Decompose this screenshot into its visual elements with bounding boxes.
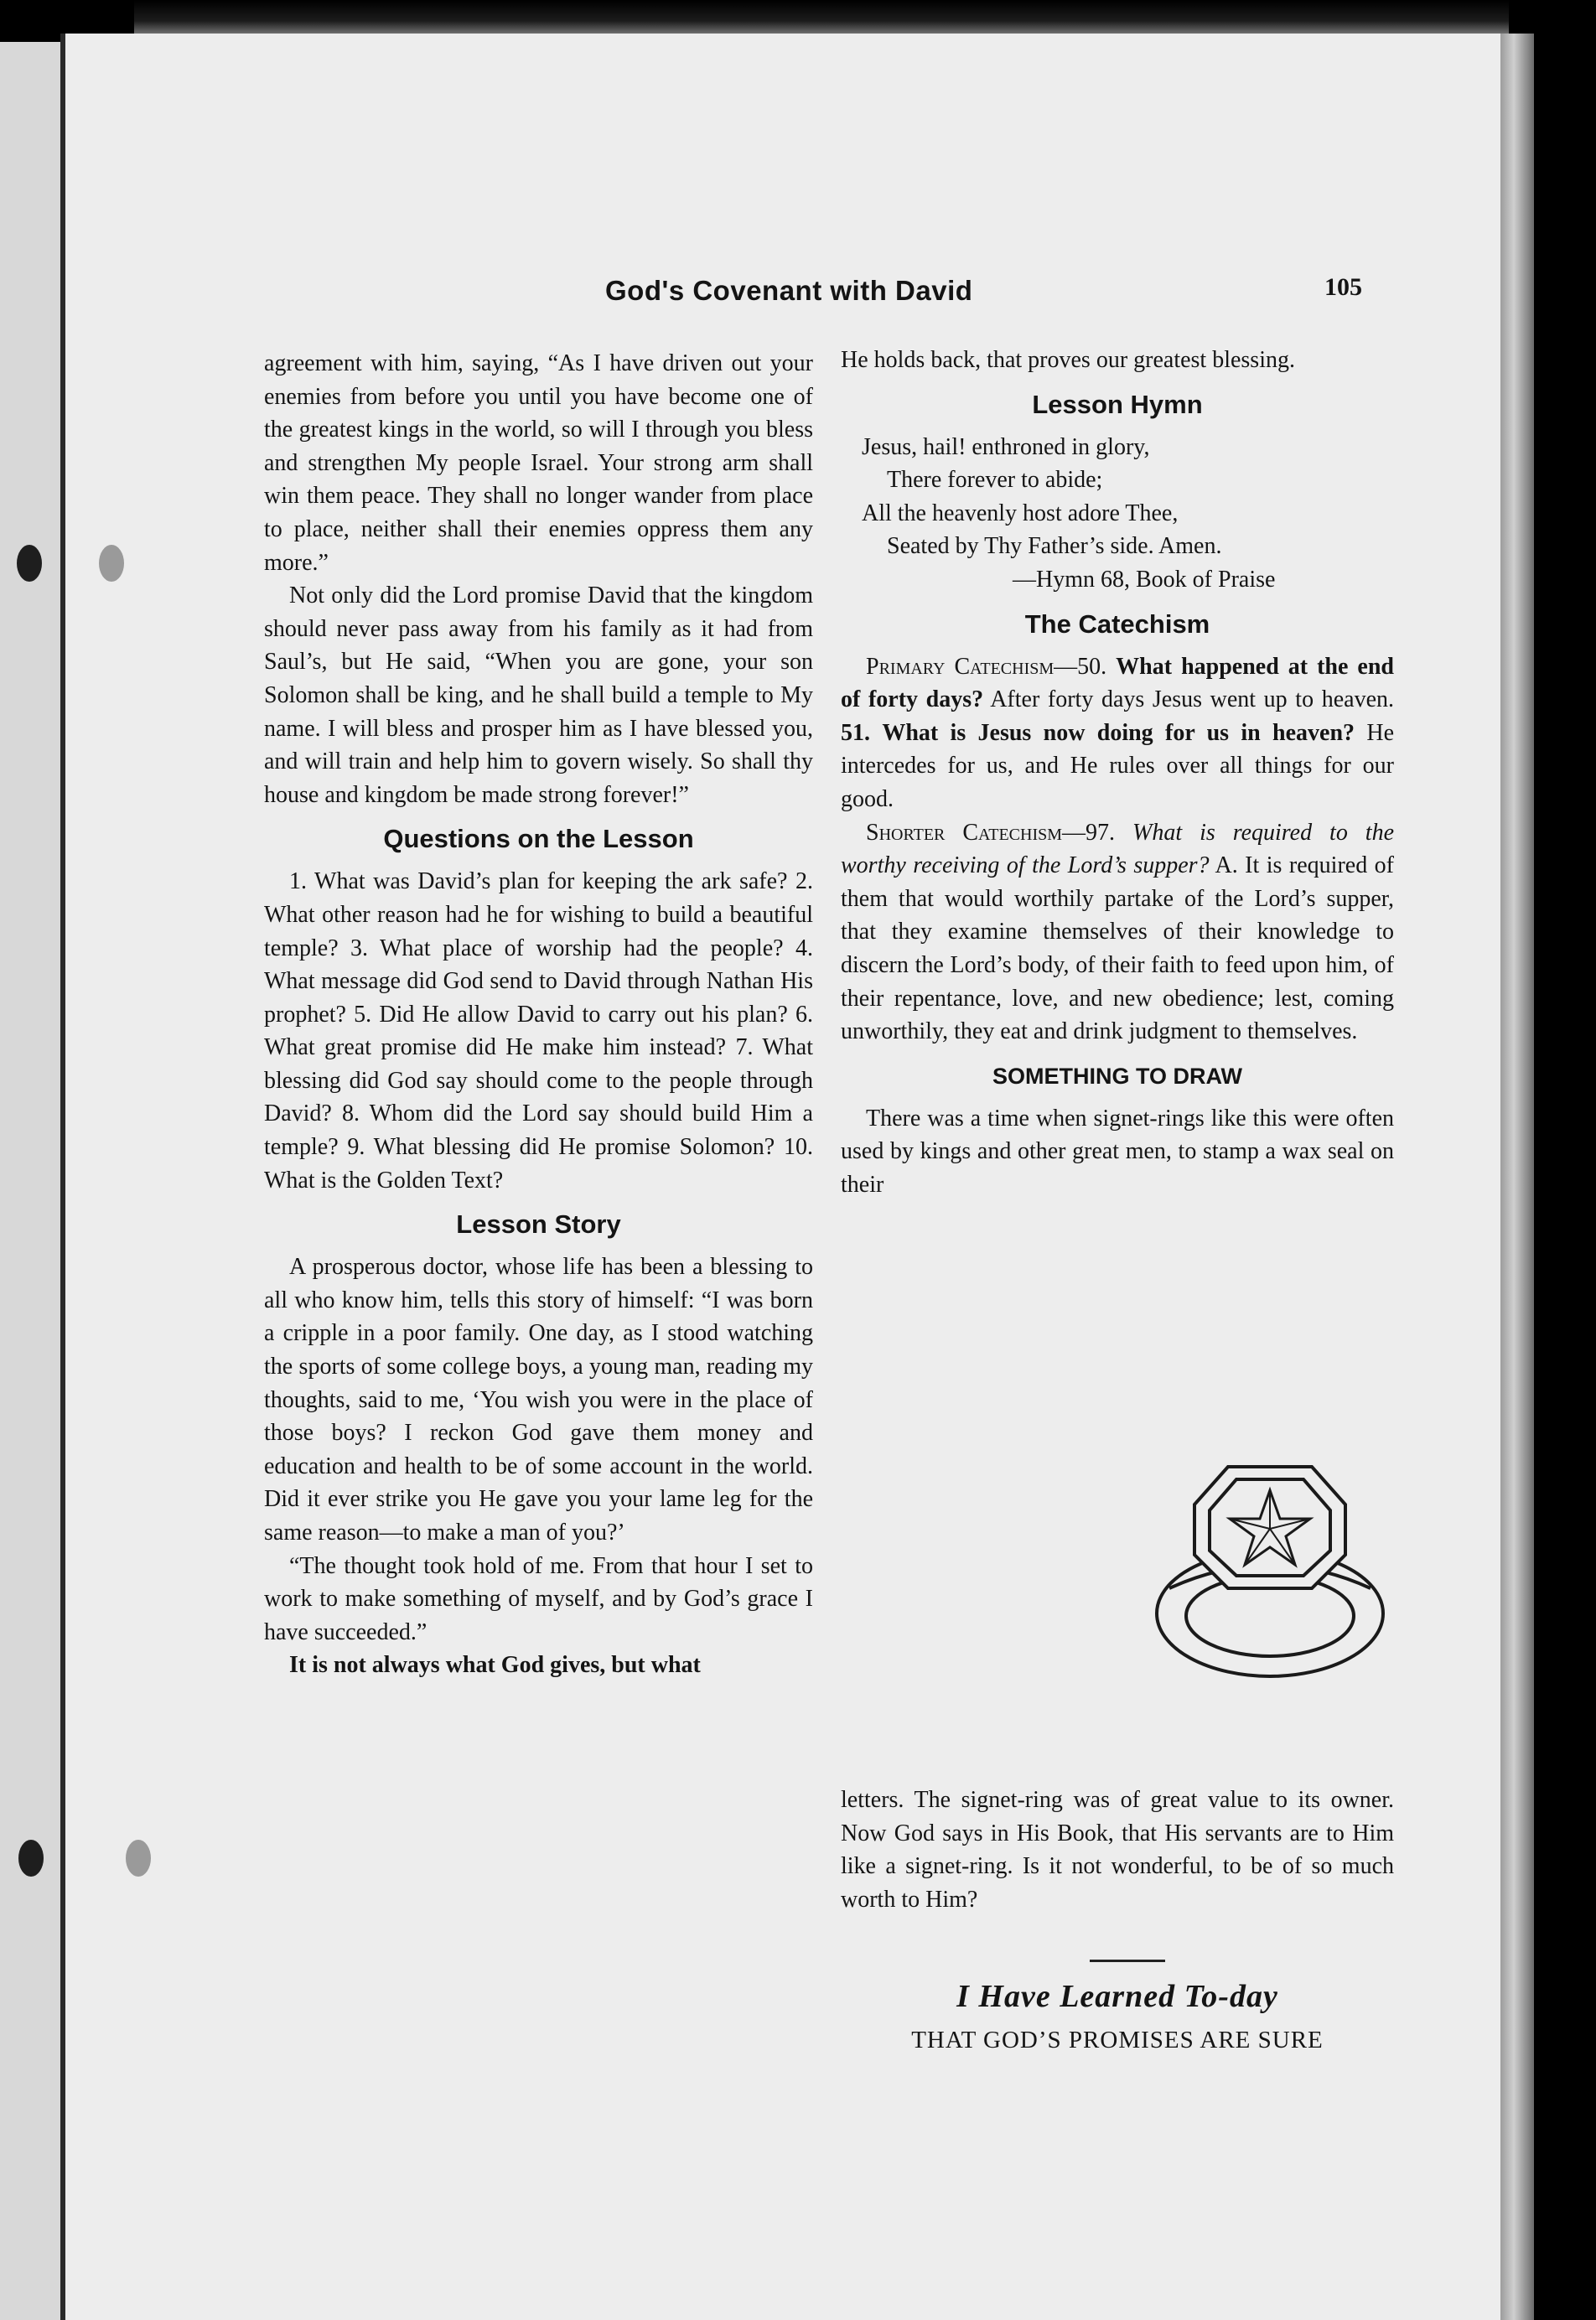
hymn-line: Jesus, hail! enthroned in glory,: [862, 433, 1150, 460]
primary-catechism-label: Primary Catechism—50.: [866, 653, 1107, 680]
previous-page-edge: [0, 42, 63, 2320]
binding-hole: [18, 1840, 44, 1877]
story-paragraph: “The thought took hold of me. From that hour I set to work to make something of myself, and by God’s grace I have succeeded.”: [264, 1552, 813, 1645]
left-column: [264, 347, 813, 1682]
questions-text: 1. What was David’s plan for keeping the ark safe? 2. What other reason had he for wishing to build a beautiful temple? 3. What place of worship had the people? 4. What message did God send to David through Nathan His prophet? 5. Did He allow David to carry out his plan? 6. What great promise did He make him instead? 7. What blessing did God say should come to the people through David? 8. Whom did the Lord say should build Him a temple? 9. What blessing did He promise Solomon? 10. What is the Golden Text?: [264, 868, 813, 1194]
binding-hole: [126, 1840, 151, 1877]
catechism-answer: A. It is required of them that would worthily partake of the Lord’s supper, that they examine themselves of their knowledge to discern the Lord’s body, of their faith to feed upon him, of their repentance, love, and new obedience; lest, coming unworthily, they eat and drink judgment to themselves.: [841, 852, 1394, 1045]
intro-paragraph: agreement with him, saying, “As I have driven out your enemies from before you until you have become one of the greatest kings in the world, so will I through you bless and strengthen My people Israel. Your strong arm shall win them peace. They shall no longer wander from place to place, neither shall their enemies oppress them any more.”: [264, 350, 813, 576]
promise-paragraph: Not only did the Lord promise David that the kingdom should never pass away from his family as it had from Saul’s, but He said, “When you are gone, your son Solomon shall be king, and he shall build a temple to My name. I will bless and prosper him as I have blessed you, and will train and help him to govern wisely. So shall thy house and kingdom be made strong forever!”: [264, 583, 813, 808]
story-heading: Lesson Story: [456, 1209, 621, 1240]
hymn-heading: Lesson Hymn: [1032, 389, 1203, 419]
signet-ring-illustration: [1144, 1442, 1396, 1685]
right-column: [841, 344, 1394, 1201]
right-column-continued: [841, 1784, 1394, 1916]
catechism-question: What is required to the worthy receiving of the Lord’s supper?: [841, 819, 1394, 879]
scan-top-edge: [134, 0, 1509, 35]
shorter-catechism-label: Shorter Catechism—97.: [866, 819, 1116, 846]
story-paragraph: A prosperous doctor, whose life has been a blessing to all who know him, tells this story of himself: “I was born a cripple in a poor family. One day, as I stood watching the sports of some college boys, a young man, reading my thoughts, said to me, ‘You wish you were in the place of those boys? I reckon God gave them money and education and health to be of some account in the world. Did it ever strike you He gave you your lame leg for the same reason—to make a man of you?’: [264, 1254, 813, 1546]
catechism-question: What is Jesus now doing for us in heaven?: [882, 719, 1355, 746]
catechism-answer: He intercedes for us, and He rules over all things for our good.: [841, 719, 1395, 812]
primary-catechism: [841, 650, 1394, 816]
story-closing-line: It is not always what God gives, but what: [289, 1652, 701, 1679]
catechism-heading: The Catechism: [1024, 608, 1210, 639]
catechism-answer: After forty days Jesus went up to heaven.: [990, 686, 1394, 713]
hymn-verse: [841, 431, 1394, 597]
draw-heading: SOMETHING TO DRAW: [992, 1063, 1242, 1089]
page-title: God's Covenant with David: [605, 275, 973, 306]
divider: [1090, 1960, 1165, 1962]
learned-text: THAT GOD’S PROMISES ARE SURE: [911, 2027, 1324, 2053]
binding-hole: [99, 545, 124, 582]
hymn-line: All the heavenly host adore Thee,: [862, 500, 1179, 526]
hymn-attribution: —Hymn 68, Book of Praise: [1013, 566, 1276, 593]
binding-hole: [17, 545, 42, 582]
page-gutter-edge: [1500, 34, 1534, 2320]
shorter-catechism: [841, 816, 1394, 1049]
continuation-paragraph: He holds back, that proves our greatest blessing.: [841, 347, 1295, 373]
learned-title: I Have Learned To-day: [956, 1979, 1278, 2014]
questions-heading: Questions on the Lesson: [383, 824, 694, 854]
hymn-line: There forever to abide;: [887, 467, 1103, 494]
hymn-line: Seated by Thy Father’s side. Amen.: [887, 533, 1222, 560]
catechism-number: 51.: [841, 719, 870, 746]
page-number: 105: [1324, 273, 1362, 301]
catechism-question: What happened at the end of forty days?: [841, 653, 1394, 713]
draw-paragraph: letters. The signet-ring was of great value to its owner. Now God says in His Book, that His servants are to Him like a signet-ring. Is it not wonderful, to be of so much worth to Him?: [841, 1787, 1394, 1913]
draw-paragraph: There was a time when signet-rings like this were often used by kings and other great men, to stamp a wax seal on their: [841, 1105, 1394, 1198]
